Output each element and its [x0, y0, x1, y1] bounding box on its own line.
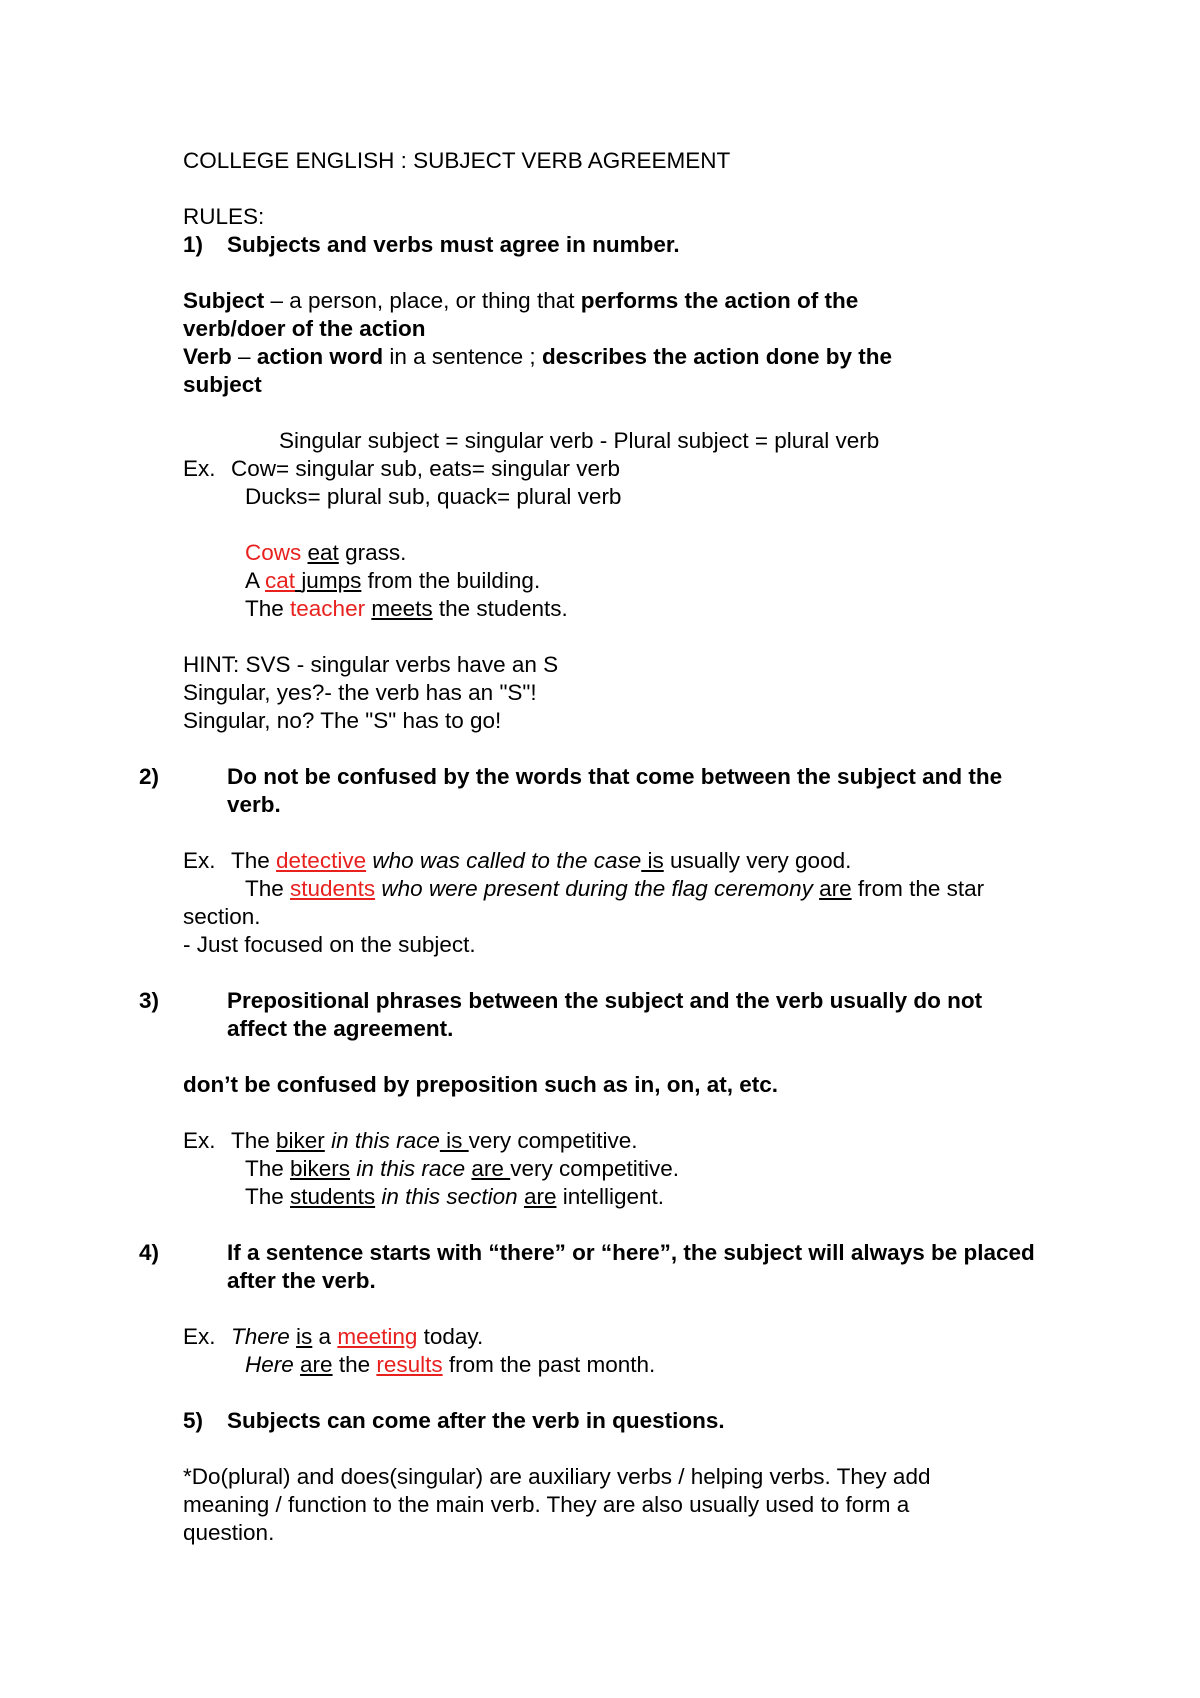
rule-5-text: Subjects can come after the verb in questions. — [227, 1408, 725, 1433]
sentence-rest: from the building. — [361, 568, 541, 593]
subject-word: biker — [276, 1128, 325, 1153]
verb-word: are — [523, 1184, 557, 1209]
example-label: Ex. — [183, 456, 216, 481]
verb-word: are — [471, 1156, 511, 1181]
sentence-prefix: A — [245, 568, 266, 593]
subject-word: meeting — [337, 1324, 418, 1349]
adverb-word: Here — [245, 1352, 294, 1377]
verb-def-bold-2: describes the action done by the subject — [183, 344, 893, 397]
subject-word: detective — [276, 848, 367, 873]
sentence-rest: from the star section. — [183, 876, 985, 929]
sentence-prefix: The — [231, 848, 277, 873]
verb-term: Verb — [183, 344, 232, 369]
verb-word: meets — [371, 596, 433, 621]
sentence-rest: intelligent. — [556, 1184, 665, 1209]
example-label: Ex. — [183, 1324, 216, 1349]
verb-word: are — [819, 876, 852, 901]
subject-word: students — [290, 876, 376, 901]
rule-2-example-2 — [183, 875, 1003, 931]
rule-3-example-3 — [183, 1183, 1063, 1211]
verb-word: are — [300, 1352, 333, 1377]
rule-2-number: 2) — [139, 764, 160, 789]
interrupting-phrase: who were present during the flag ceremony — [375, 876, 813, 901]
subject-term: Subject — [183, 288, 265, 313]
interrupting-phrase: who was called to the case — [366, 848, 642, 873]
rule-4-example-2 — [183, 1351, 1063, 1379]
verb-def-dash: – — [231, 344, 257, 369]
subject-def-text: – a person, place, or thing that — [264, 288, 581, 313]
rule-3-text: Prepositional phrases between the subject and the verb usually do not affect the agreement. — [227, 988, 983, 1041]
rule-5 — [183, 1407, 1063, 1435]
sentence-prefix: The — [245, 1156, 291, 1181]
subject-definition — [183, 287, 883, 343]
example-1-line-1 — [183, 455, 1063, 483]
verb-definition — [183, 343, 913, 399]
rule-2-example-1 — [183, 847, 1063, 875]
adverb-word: There — [231, 1324, 290, 1349]
example-1-line-2: Ducks= plural sub, quack= plural verb — [245, 484, 622, 509]
rule-3-example-2 — [183, 1155, 1063, 1183]
sentence-rest: today. — [417, 1324, 484, 1349]
sentence-rest: grass. — [338, 540, 407, 565]
subject-word: students — [290, 1184, 376, 1209]
verb-word: is — [296, 1324, 313, 1349]
sentence-3 — [183, 595, 1063, 623]
prepositional-phrase: in this section — [381, 1184, 518, 1209]
document-page — [139, 147, 1063, 1547]
subject-word: cat — [265, 568, 296, 593]
prepositional-phrase: in this race — [331, 1128, 440, 1153]
subject-word: Cows — [245, 540, 302, 565]
sentence-1 — [183, 539, 1063, 567]
article: a — [312, 1324, 338, 1349]
rule-4-text: If a sentence starts with “there” or “here”, the subject will always be placed after the verb. — [227, 1240, 1035, 1293]
auxiliary-verbs-note: *Do(plural) and does(singular) are auxiliary verbs / helping verbs. They add meaning / function to the main verb. They are also usually used to form a question. — [183, 1464, 931, 1545]
verb-def-bold-1: action word — [256, 344, 384, 369]
rule-4 — [139, 1239, 1067, 1295]
prepositional-phrase: in this race — [356, 1156, 466, 1181]
sentence-rest: usually very good. — [663, 848, 852, 873]
sentence-rest: very competitive. — [510, 1156, 679, 1181]
rule-4-example-1 — [183, 1323, 1063, 1351]
subject-word: teacher — [290, 596, 366, 621]
verb-word: jumps — [301, 568, 362, 593]
rule-1-number: 1) — [183, 232, 204, 257]
verb-word: is — [641, 848, 664, 873]
document-title: COLLEGE ENGLISH : SUBJECT VERB AGREEMENT — [183, 148, 731, 173]
rule-3-note: don’t be confused by preposition such as in, on, at, etc. — [183, 1072, 779, 1097]
rule-2-note: - Just focused on the subject. — [183, 932, 476, 957]
agreement-formula: Singular subject = singular verb - Plural subject = plural verb — [279, 428, 880, 453]
hint-line-3: Singular, no? The "S" has to go! — [183, 708, 502, 733]
hint-line-2: Singular, yes?- the verb has an "S"! — [183, 680, 537, 705]
rule-2-text: Do not be confused by the words that come between the subject and the verb. — [227, 764, 1003, 817]
sentence-2 — [183, 567, 1063, 595]
rule-5-number: 5) — [183, 1408, 204, 1433]
sentence-prefix: The — [245, 876, 291, 901]
sentence-rest: the students. — [432, 596, 568, 621]
rule-1-text: Subjects and verbs must agree in number. — [227, 232, 680, 257]
hint-line-1: HINT: SVS - singular verbs have an S — [183, 652, 559, 677]
subject-word: bikers — [290, 1156, 351, 1181]
rule-1 — [183, 231, 1063, 259]
rule-4-number: 4) — [139, 1240, 160, 1265]
verb-word: eat — [307, 540, 339, 565]
rule-3 — [139, 987, 1027, 1043]
sentence-prefix: The — [245, 596, 291, 621]
article: the — [332, 1352, 377, 1377]
subject-word: results — [376, 1352, 443, 1377]
rules-heading: RULES: — [183, 204, 265, 229]
verb-word: is — [439, 1128, 469, 1153]
rule-3-example-1 — [183, 1127, 1063, 1155]
rule-2 — [139, 763, 1027, 819]
sentence-rest: from the past month. — [442, 1352, 656, 1377]
sentence-prefix: The — [245, 1184, 291, 1209]
example-text: Cow= singular sub, eats= singular verb — [231, 456, 620, 481]
sentence-rest: very competitive. — [468, 1128, 638, 1153]
subject-def-bold: performs the action of the verb/doer of the action — [183, 288, 859, 341]
verb-def-text: in a sentence ; — [383, 344, 542, 369]
example-label: Ex. — [183, 848, 216, 873]
example-label: Ex. — [183, 1128, 216, 1153]
sentence-prefix: The — [231, 1128, 277, 1153]
rule-3-number: 3) — [139, 988, 160, 1013]
